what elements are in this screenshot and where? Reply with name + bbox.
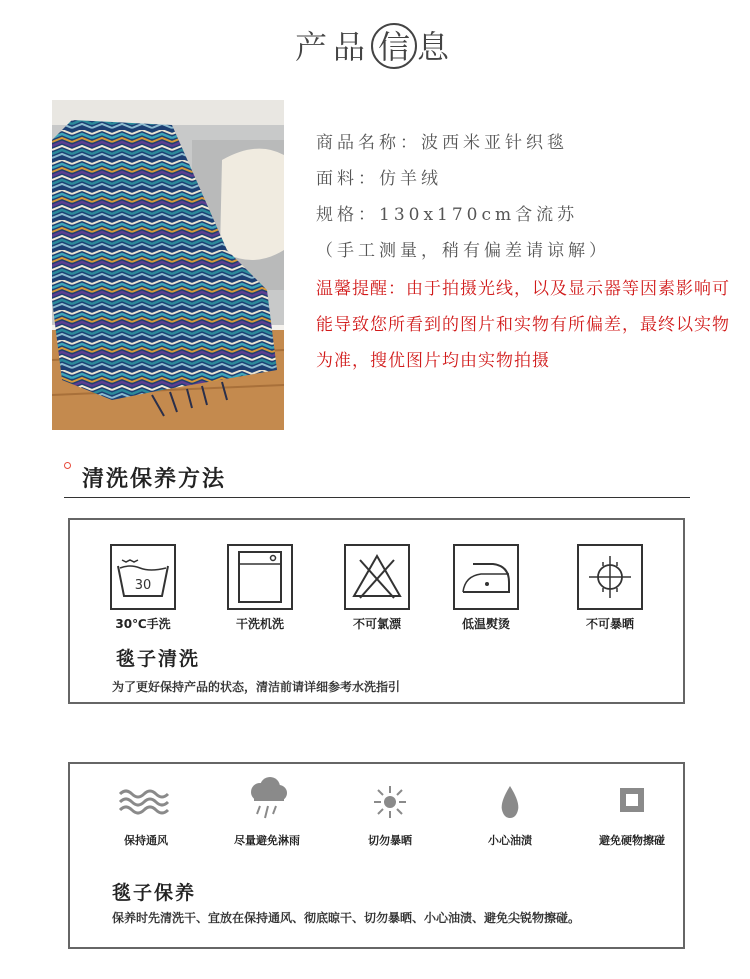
- rain-cloud-icon: [248, 776, 288, 828]
- hand-wash-30-icon: [110, 544, 176, 610]
- accent-dot-icon: [64, 462, 71, 469]
- oil-drop-icon: [498, 782, 522, 826]
- section-heading: [64, 462, 690, 498]
- wash-label-5: 不可暴晒: [585, 617, 634, 631]
- care-desc: 保养时先清洗干、宜放在保持通风、彻底晾干、切勿暴晒、小心油渍、避免尖锐物擦碰。: [112, 911, 581, 925]
- title-circled-char: 信: [371, 23, 417, 69]
- wash-label-4: 低温熨烫: [461, 617, 510, 631]
- title-text-a: 产品: [294, 28, 371, 66]
- care-box: [68, 762, 685, 949]
- page-title: [0, 22, 750, 69]
- care-label-3: 切勿暴晒: [368, 834, 412, 847]
- care-label-5: 避免硬物擦碰: [599, 834, 665, 847]
- washing-box: [68, 518, 685, 704]
- ventilation-icon: [118, 782, 174, 826]
- product-note: （手工测量，稍有偏差请谅解）: [316, 241, 610, 261]
- machine-dry-icon: [227, 544, 293, 610]
- washing-desc: 为了更好保持产品的状态，清洁前请详细参考水洗指引: [112, 680, 401, 694]
- product-info: [316, 125, 736, 379]
- wash-label-1: 30℃手洗: [115, 617, 171, 631]
- no-sun-icon: [577, 544, 643, 610]
- no-bleach-icon: [344, 544, 410, 610]
- product-warning: 温馨提醒：由于拍摄光线，以及显示器等因素影响可能导致您所看到的图片和实物有所偏差，最终以实物为准，搜优图片均由实物拍摄: [316, 279, 730, 371]
- hard-object-icon: [618, 786, 646, 818]
- product-photo: [52, 100, 284, 430]
- care-title: 毯子保养: [112, 882, 197, 904]
- product-spec: 规格：130x170cm含流苏: [316, 205, 579, 225]
- section-heading-text: 清洗保养方法: [82, 467, 227, 492]
- care-label-1: 保持通风: [124, 834, 168, 847]
- product-name: 商品名称：波西米亚针织毯: [316, 133, 568, 153]
- wash-label-2: 干洗机洗: [235, 617, 284, 631]
- low-iron-icon: [453, 544, 519, 610]
- sun-icon: [370, 782, 410, 826]
- care-label-2: 尽量避免淋雨: [234, 834, 300, 847]
- product-material: 面料：仿羊绒: [316, 169, 442, 189]
- washing-title: 毯子清洗: [116, 648, 201, 670]
- care-label-4: 小心油渍: [488, 834, 532, 847]
- wash-label-3: 不可氯漂: [352, 617, 401, 631]
- wash-temp-number: 30: [134, 578, 152, 593]
- title-text-b: 息: [417, 28, 456, 66]
